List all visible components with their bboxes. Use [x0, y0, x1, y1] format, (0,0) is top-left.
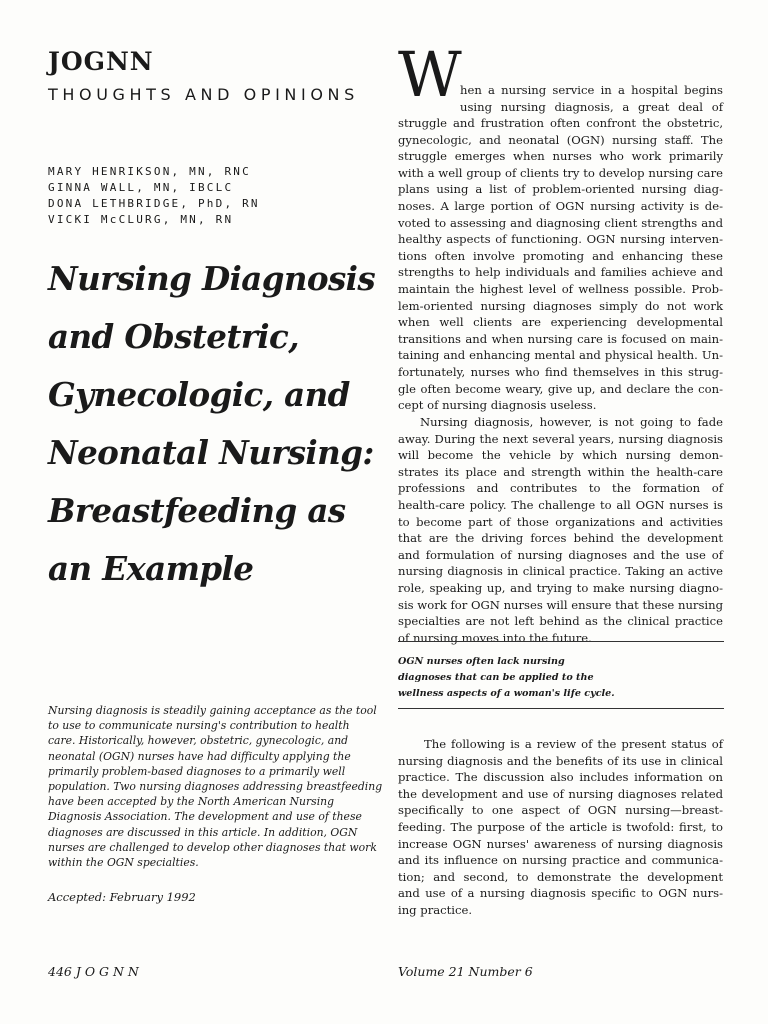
body-line: strengths to help individuals and families achieve and: [398, 265, 723, 280]
abstract-line: Nursing diagnosis is steadily gaining acceptance as the tool: [48, 704, 377, 717]
body-line: and its influence on nursing practice and communica-: [398, 853, 723, 868]
body-line: hen a nursing service in a hospital begins: [460, 83, 723, 97]
body-line: specialties are not left behind as the clinical practice: [398, 614, 723, 629]
body-line: fortunately, nurses who find themselves in this strug-: [398, 364, 723, 379]
body-line: tion; and second, to demonstrate the development: [398, 869, 723, 884]
pull-quote: [398, 654, 615, 702]
body-line: ing practice.: [398, 902, 473, 917]
body-line: Nursing diagnosis, however, is not going to fade: [420, 415, 723, 429]
abstract-line: nurses are challenged to develop other diagnoses that work: [48, 840, 377, 854]
title-line: and Obstetric,: [48, 317, 299, 356]
abstract-line: Diagnosis Association. The development and use of these: [48, 810, 362, 824]
body-line: the development and use of nursing diagnoses related: [398, 786, 723, 801]
body-line: lem-oriented nursing diagnoses simply do not work: [398, 298, 723, 313]
abstract-line: care. Historically, however, obstetric, gynecologic, and: [48, 734, 349, 748]
accepted-date: Accepted: February 1992: [48, 890, 196, 904]
body-paragraph-1: [398, 115, 723, 414]
abstract: [48, 703, 383, 870]
body-line: plans using a list of problem-oriented nursing diag-: [398, 182, 723, 197]
body-line: gynecologic, and neonatal (OGN) nursing staff. The: [398, 132, 723, 147]
body-line: of nursing moves into the future.: [398, 630, 592, 645]
body-line: voted to assessing and diagnosing client strengths and: [398, 215, 723, 230]
body-line: away. During the next several years, nursing diagnosis: [398, 431, 723, 446]
drop-cap: W: [398, 38, 462, 111]
article-title: [48, 250, 378, 598]
author-list: [48, 164, 260, 228]
body-paragraph-2: [398, 414, 723, 646]
body-line: nursing diagnosis and the benefits of its use in clinical: [398, 753, 723, 768]
body-line: struggle and frustration often confront the obstetric,: [398, 116, 723, 130]
body-paragraph-1-opening: [398, 82, 723, 115]
body-line: when well clients are experiencing developmental: [398, 315, 723, 330]
pull-quote-line: OGN nurses often lack nursing: [398, 656, 565, 667]
body-line: healthy aspects of functioning. OGN nursing interven-: [398, 232, 723, 247]
body-line: noses. A large portion of OGN nursing activity is de-: [398, 198, 723, 213]
body-line: cept of nursing diagnosis useless.: [398, 398, 597, 413]
body-line: health-care policy. The challenge to all OGN nurses is: [398, 497, 723, 512]
body-line: role, speaking up, and trying to make nursing diagno-: [398, 580, 723, 595]
body-line: feeding. The purpose of the article is twofold: first, to: [398, 819, 723, 834]
body-line: taining and enhancing mental and physical health. Un-: [398, 348, 723, 363]
title-line: Neonatal Nursing:: [48, 433, 374, 472]
abstract-line: neonatal (OGN) nurses have had difficulty applying the: [48, 749, 351, 763]
body-line: struggle emerges when nurses who work primarily: [398, 149, 723, 164]
title-line: Breastfeeding as: [48, 491, 346, 530]
body-line: specifically to one aspect of OGN nursing—breast-: [398, 803, 723, 818]
section-heading: THOUGHTS AND OPINIONS: [48, 85, 359, 104]
author-2: GINNA WALL, MN, IBCLC: [48, 181, 234, 194]
abstract-line: diagnoses are discussed in this article. In addition, OGN: [48, 825, 358, 839]
body-line: transitions and when nursing care is focused on main-: [398, 331, 723, 346]
author-1: MARY HENRIKSON, MN, RNC: [48, 165, 251, 178]
title-line: Nursing Diagnosis: [48, 259, 376, 298]
body-line: that are the driving forces behind the development: [398, 531, 723, 546]
pull-quote-top-rule: [398, 641, 724, 642]
body-line: with a well group of clients try to develop nursing care: [398, 165, 723, 180]
pull-quote-bottom-rule: [398, 708, 724, 709]
body-paragraph-3: [398, 736, 723, 919]
abstract-line: population. Two nursing diagnoses addressing breastfeeding: [48, 780, 383, 794]
body-line: tions often involve promoting and enhancing these: [398, 248, 723, 263]
body-line: increase OGN nurses' awareness of nursing diagnosis: [398, 836, 723, 851]
body-line: and use of a nursing diagnosis specific to OGN nurs-: [398, 886, 723, 901]
journal-logo: JOGNN: [48, 47, 154, 76]
abstract-line: primarily problem-based diagnoses to a primarily well: [48, 764, 346, 778]
author-3: DONA LETHBRIDGE, PhD, RN: [48, 197, 260, 210]
body-line: to become part of those organizations and activities: [398, 514, 723, 529]
abstract-line: to use to communicate nursing's contribution to health: [48, 719, 350, 733]
body-line: will become the vehicle by which nursing demon-: [398, 448, 723, 463]
title-line: an Example: [48, 549, 254, 588]
pull-quote-line: diagnoses that can be applied to the: [398, 672, 594, 683]
body-line: gle often become weary, give up, and declare the con-: [398, 381, 723, 396]
body-line: sis work for OGN nurses will ensure that these nursing: [398, 597, 723, 612]
pull-quote-line: wellness aspects of a woman's life cycle.: [398, 688, 615, 699]
abstract-line: within the OGN specialties.: [48, 856, 199, 870]
abstract-line: have been accepted by the North American Nursing: [48, 795, 335, 809]
footer-volume: Volume 21 Number 6: [398, 964, 533, 979]
title-line: Gynecologic, and: [48, 375, 350, 414]
body-line: strates its place and strength within the health-care: [398, 464, 723, 479]
body-line: using nursing diagnosis, a great deal of: [460, 99, 723, 114]
body-line: The following is a review of the present status of: [424, 737, 723, 751]
body-line: maintain the highest level of wellness possible. Prob-: [398, 281, 723, 296]
body-line: and formulation of nursing diagnoses and the use of: [398, 547, 723, 562]
body-line: practice. The discussion also includes information on: [398, 770, 723, 785]
author-4: VICKI McCLURG, MN, RN: [48, 213, 234, 226]
body-line: professions and contributes to the formation of: [398, 481, 723, 496]
body-line: nursing diagnosis in clinical practice. Taking an active: [398, 564, 723, 579]
footer-page-journal: 446 J O G N N: [48, 964, 139, 979]
